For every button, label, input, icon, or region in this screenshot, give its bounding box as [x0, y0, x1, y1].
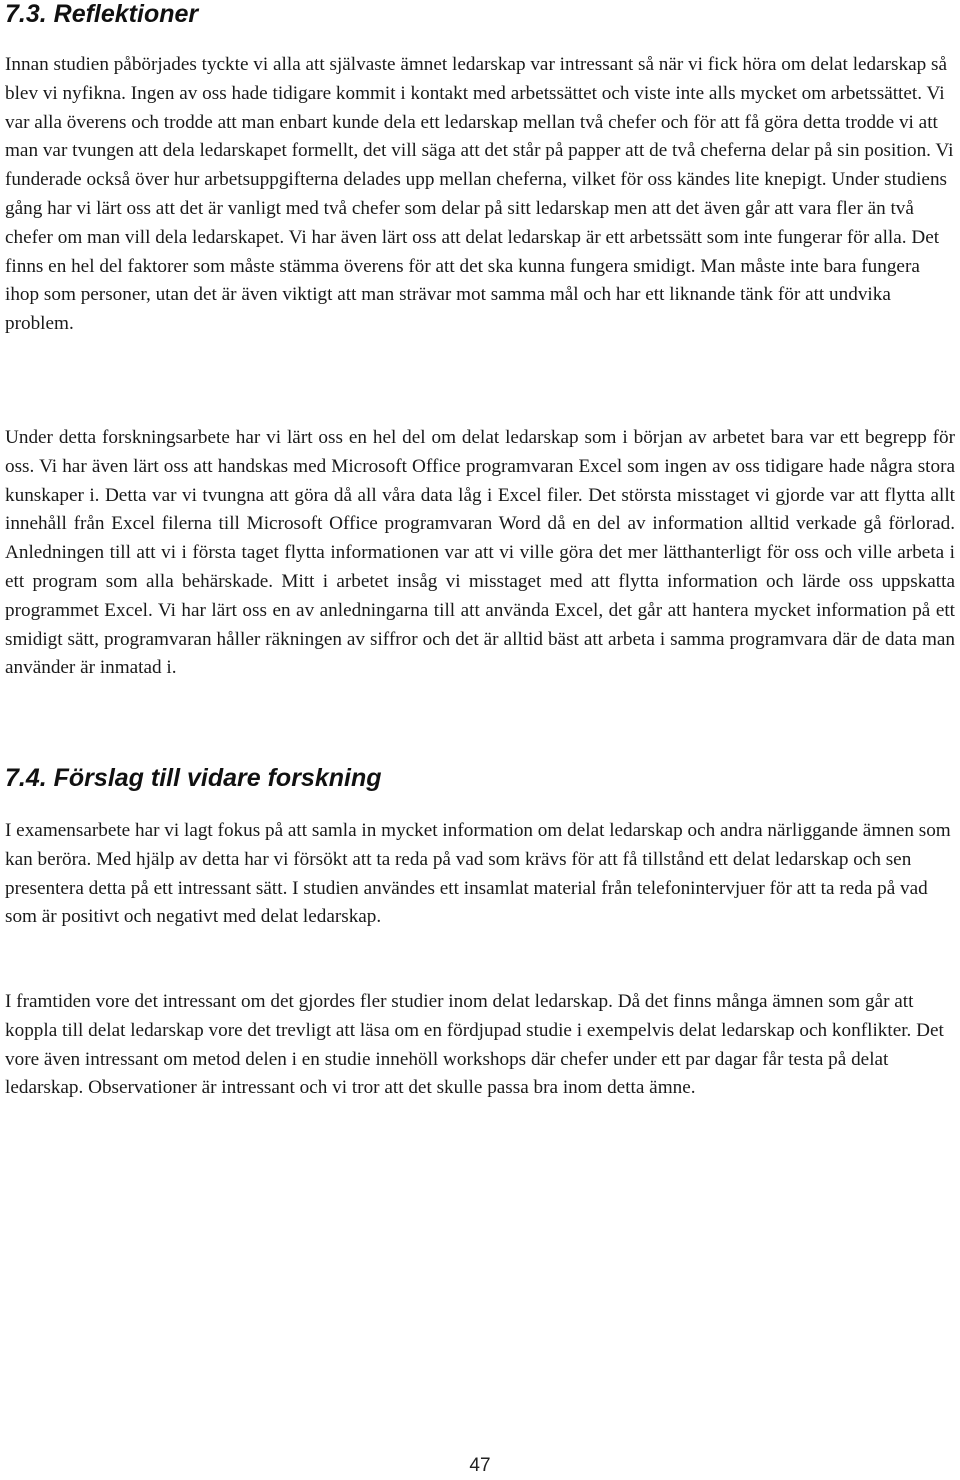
paragraph-reflections-2: Under detta forskningsarbete har vi lärt oss en hel del om delat ledarskap som i början av arbetet bara var ett begrepp för oss. Vi har även lärt oss att handskas med Microsoft Office programvaran Excel som ingen av oss tidigare hade några stora kunskaper i. Detta var vi tvungna att göra då all våra data låg i Excel filer. Det största misstaget vi gjorde var att flytta allt innehåll från Excel filerna till Microsoft Office programvaran Word då en del av information alltid verkade gå förlorad. Anledningen till att vi i första taget flytta informationen var att vi ville göra det mer lätthanterligt för oss och ville arbeta i ett program som alla behärskade. Mitt i arbetet insåg vi misstaget med att flytta information och lärde oss uppskatta programmet Excel. Vi har lärt oss en av anledningarna till att använda Excel, det går att hantera mycket information på ett smidigt sätt, programvaran håller räkningen av siffror och det är alltid bäst att arbeta i samma programvara där de data man använder är inmatad i.: [5, 427, 955, 679]
paragraph-future-research-2: I framtiden vore det intressant om det gjordes fler studier inom delat ledarskap. Då det finns många ämnen som går att koppla till delat ledarskap vore det trevligt att läsa om en fördjupad studie i exempelvis delat ledarskap och konflikter. Det vore även intressant om metod delen i en studie innehöll workshops där chefer under ett par dagar får testa på delat ledarskap. Observationer är intressant och vi tror att det skulle passa bra inom detta ämne.: [5, 991, 944, 1099]
paragraph-reflections-1: Innan studien påbörjades tyckte vi alla att självaste ämnet ledarskap var intressant så när vi fick höra om delat ledarskap så blev vi nyfikna. Ingen av oss hade tidigare kommit i kontakt med arbetssättet och viste inte alls mycket om arbetssättet. Vi var alla överens och trodde att man enbart kunde dela ett ledarskap mellan två chefer och för att få göra detta trodde vi att man var tvungen att dela ledarskapet formellt, det vill säga att det står på papper att de två cheferna delar på sin position. Vi funderade också över hur arbetsuppgifterna delades upp mellan cheferna, vilket för oss kändes lite knepigt. Under studiens gång har vi lärt oss att det är vanligt med två chefer som delar på sitt ledarskap men att det även går att vara fler än två chefer om man vill dela ledarskapet. Vi har även lärt oss att delat ledarskap är ett arbetssätt som inte fungerar för alla. Det finns en hel del faktorer som måste stämma överens för att det ska kunna fungera smidigt. Man måste inte bara fungera ihop som personer, utan det är även viktigt att man strävar mot samma mål och har ett liknande tänk för att undvika problem.: [5, 54, 954, 335]
page-number: 47: [469, 1455, 491, 1476]
section-heading-future-research: 7.4. Förslag till vidare forskning: [5, 764, 382, 792]
paragraph-future-research-1: I examensarbete har vi lagt fokus på att samla in mycket information om delat ledarskap och andra närliggande ämnen som kan beröra. Med hjälp av detta har vi försökt att ta reda på vad som krävs för att få tillstånd ett delat ledarskap och sen presentera detta på ett intressant sätt. I studien användes ett insamlat material från telefonintervjuer för att ta reda på vad som är positivt och negativt med delat ledarskap.: [5, 820, 951, 928]
section-heading-reflections: 7.3. Reflektioner: [5, 0, 199, 28]
